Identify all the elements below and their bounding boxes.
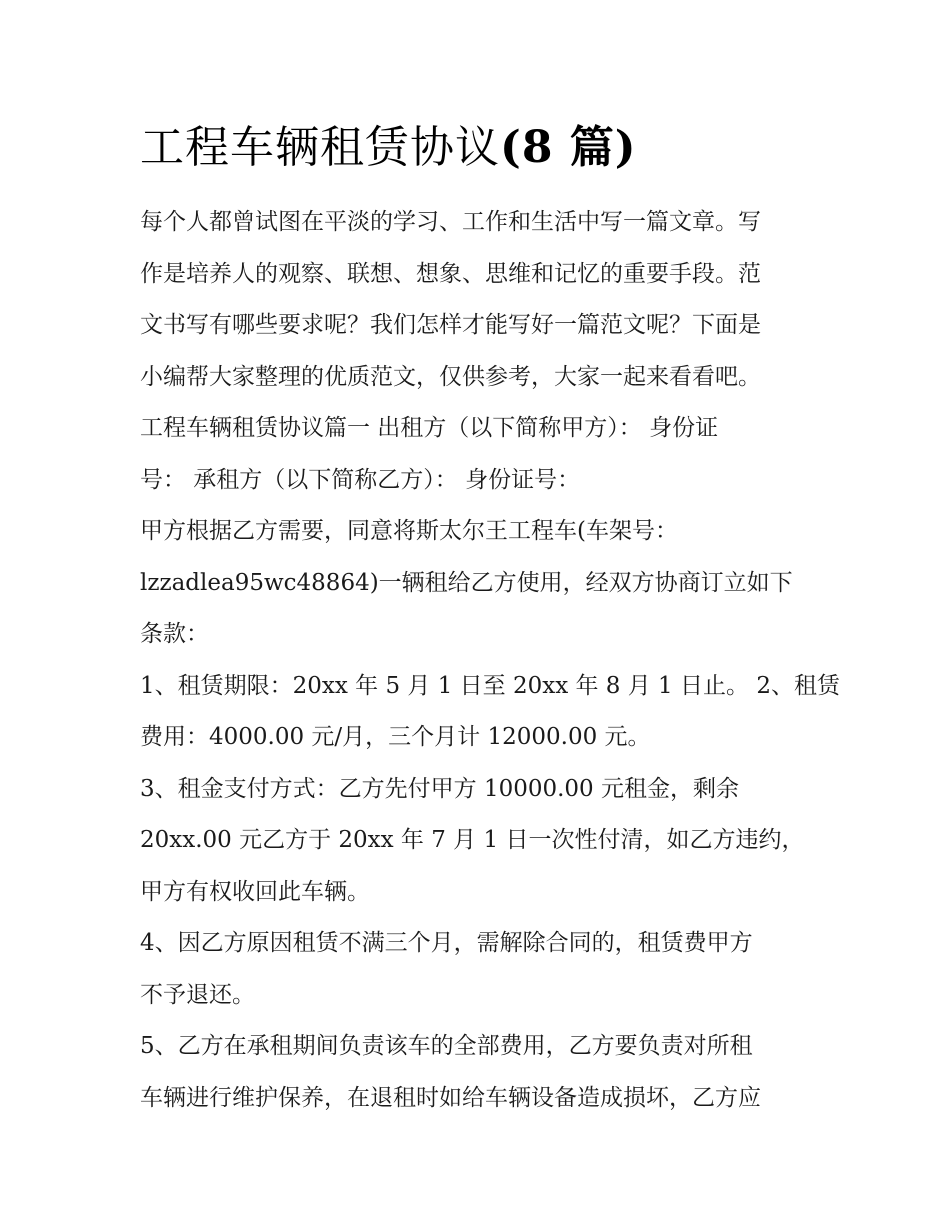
body-line: 作是培养人的观察、联想、想象、思维和记忆的重要手段。范 — [140, 260, 761, 287]
title-count: (8 篇) — [500, 122, 637, 173]
body-line: 甲方根据乙方需要，同意将斯太尔王工程车(车架号： — [140, 518, 678, 544]
body-line: 甲方有权收回此车辆。 — [140, 878, 370, 905]
document-body — [140, 197, 840, 1124]
body-line: 1、租赁期限：20xx 年 5 月 1 日至 20xx 年 8 月 1 日止。 2、租赁 — [140, 672, 840, 699]
body-line: 车辆进行维护保养，在退租时如给车辆设备造成损坏，乙方应 — [140, 1084, 761, 1111]
body-line: lzzadlea95wc48864)一辆租给乙方使用，经双方协商订立如下 — [140, 569, 793, 596]
body-line: 不予退还。 — [140, 981, 255, 1008]
body-line: 5、乙方在承租期间负责该车的全部费用，乙方要负责对所租 — [140, 1033, 753, 1059]
document-title — [140, 118, 637, 178]
body-line: 费用：4000.00 元/月，三个月计 12000.00 元。 — [140, 724, 651, 750]
body-line: 号： 承租方（以下简称乙方）： 身份证号： — [140, 466, 581, 493]
body-line: 文书写有哪些要求呢？我们怎样才能写好一篇范文呢？下面是 — [140, 312, 761, 338]
title-main: 工程车辆租赁协议 — [140, 122, 500, 173]
body-line: 小编帮大家整理的优质范文，仅供参考，大家一起来看看吧。 — [140, 363, 761, 390]
body-line: 条款： — [140, 621, 209, 647]
body-line: 4、因乙方原因租赁不满三个月，需解除合同的，租赁费甲方 — [140, 930, 753, 956]
body-line: 每个人都曾试图在平淡的学习、工作和生活中写一篇文章。写 — [140, 209, 761, 235]
body-line: 3、租金支付方式：乙方先付甲方 10000.00 元租金，剩余 — [140, 775, 739, 802]
body-line: 工程车辆租赁协议篇一 出租方（以下简称甲方）： 身份证 — [140, 415, 719, 441]
body-line: 20xx.00 元乙方于 20xx 年 7 月 1 日一次性付清，如乙方违约， — [140, 827, 805, 853]
